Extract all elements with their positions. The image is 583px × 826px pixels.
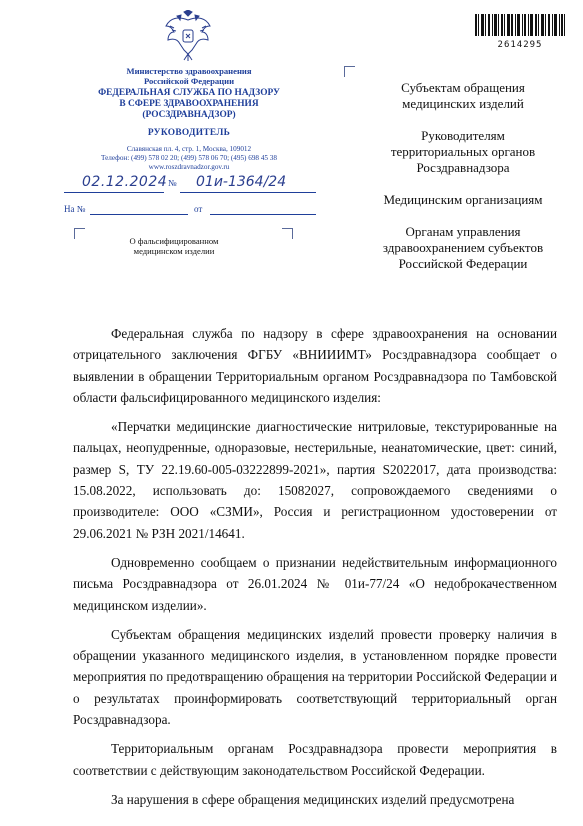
subject-bracket-right <box>282 228 293 239</box>
recipient-3: Медицинским организациям <box>383 192 543 207</box>
number-underline <box>180 192 316 193</box>
number-label: № <box>168 178 177 188</box>
handwritten-date: 02.12.2024 <box>82 174 168 190</box>
reference-date-underline <box>210 214 316 215</box>
recipient-2: Руководителям территориальных органов Росздравнадзора <box>390 128 536 175</box>
russian-coat-of-arms-icon <box>164 10 212 62</box>
reference-date-label: от <box>194 204 203 214</box>
handwritten-number: 01и-1364/24 <box>196 174 287 190</box>
paragraph-3: Одновременно сообщаем о признании недействительным информационного письма Росздравнадзора от 26.01.2024 № 01и-77/24 «О недоброкачественном медицинском изделии». <box>73 554 557 613</box>
reference-line <box>64 204 316 218</box>
head-title: РУКОВОДИТЕЛЬ <box>147 128 231 138</box>
recipient-4: Органам управления здравоохранением субъектов Российской Федерации <box>382 224 544 271</box>
recipient-bracket <box>344 66 355 77</box>
address-block <box>68 145 310 172</box>
ministry-name: Министерство здравоохранения Российской Федерации <box>126 66 252 86</box>
barcode-icon <box>475 14 565 36</box>
recipients-block <box>368 80 558 288</box>
subject-bracket-left <box>74 228 85 239</box>
letter-body <box>73 323 557 810</box>
registration-line <box>64 174 316 194</box>
subject-note: О фальсифицированном медицинском изделии <box>129 236 219 256</box>
date-underline <box>64 192 164 193</box>
phones: Телефон: (499) 578 02 20; (499) 578 06 70; (495) 698 45 38 <box>101 154 277 162</box>
reference-number-underline <box>90 214 188 215</box>
barcode-number: 2614295 <box>497 40 543 50</box>
agency-name: ФЕДЕРАЛЬНАЯ СЛУЖБА ПО НАДЗОРУ В СФЕРЕ ЗДРАВООХРАНЕНИЯ (РОСЗДРАВНАДЗОР) <box>98 88 280 120</box>
paragraph-1: Федеральная служба по надзору в сфере здравоохранения на основании отрицательного заключения ФГБУ «ВНИИИМТ» Росздравнадзора сообщает о выявлении в обращении Территориальным органом Росздравнадзора по Тамбовской области фальсифицированного медицинского изделия: <box>73 326 557 405</box>
address: Славянская пл. 4, стр. 1, Москва, 109012 <box>126 145 252 153</box>
reference-number-label: На № <box>64 204 86 214</box>
website: www.roszdravnadzor.gov.ru <box>148 163 230 171</box>
paragraph-5: Территориальным органам Росздравнадзора провести мероприятия в соответствии с действующим законодательством Российской Федерации. <box>73 741 557 778</box>
letterhead <box>68 66 310 172</box>
paragraph-6: За нарушения в сфере обращения медицинских изделий предусмотрена <box>111 791 515 807</box>
paragraph-2: «Перчатки медицинские диагностические нитриловые, текстурированные на пальцах, неопудренные, одноразовые, нестерильные, неанатомические, цвет: синий, размер S, ТУ 22.19.60-005-03222899-2021», партия S2022017, дата производства: 15.08.2022, использовать до: 15082027, сопровождаемого сведениями о производителе: ООО «СЗМИ», Россия и регистрационном удостоверении от 29.06.2021 № РЗН 2021/14641. <box>73 419 557 541</box>
paragraph-4: Субъектам обращения медицинских изделий провести проверку наличия в обращении указанного медицинского изделия, в установленном порядке провести мероприятия по предотвращению обращения на территории Российской Федерации и о результатах проинформировать соответствующий территориальный орган Росздравнадзора. <box>73 626 557 728</box>
recipient-1: Субъектам обращения медицинских изделий <box>401 80 525 111</box>
